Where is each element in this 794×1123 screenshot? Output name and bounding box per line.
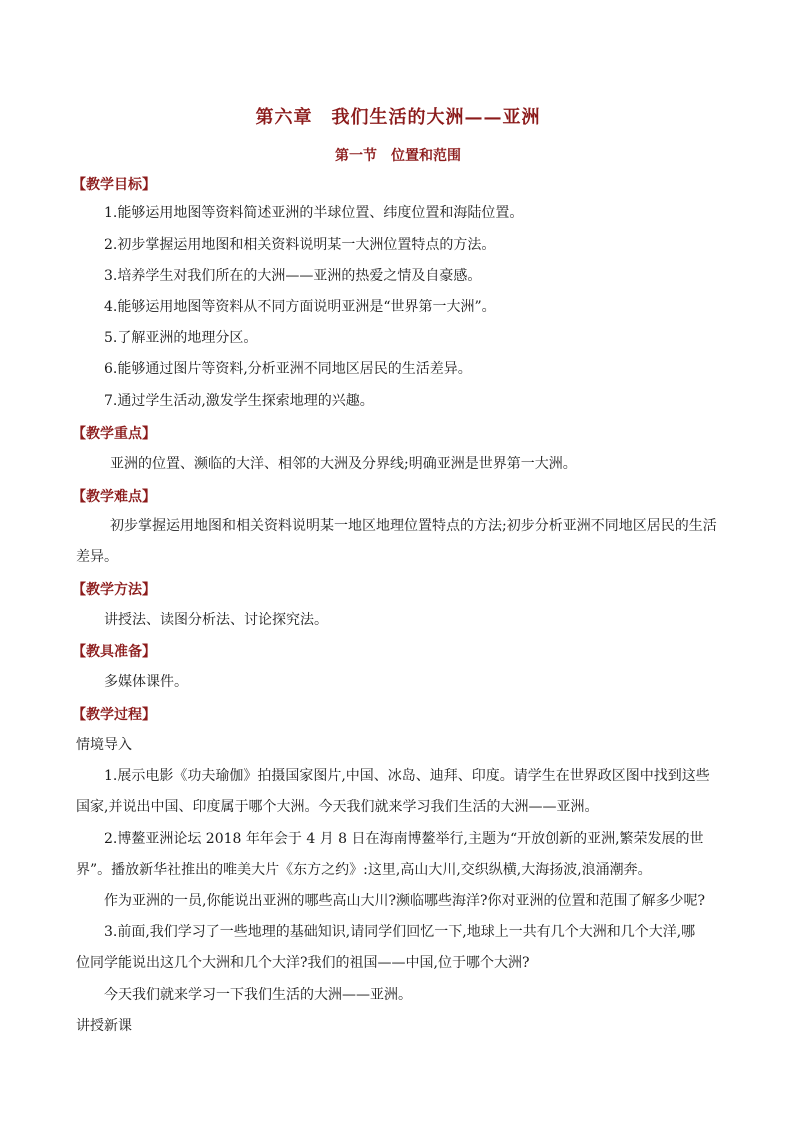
chapter-title: 第六章 我们生活的大洲——亚洲 bbox=[255, 107, 541, 128]
process-p5: 今天我们就来学习一下我们生活的大洲——亚洲。 bbox=[104, 987, 412, 1003]
process-heading: 【教学过程】 bbox=[72, 707, 156, 723]
goal-item-1: 1.能够运用地图等资料简述亚洲的半球位置、纬度位置和海陆位置。 bbox=[104, 205, 524, 221]
difficulties-heading: 【教学难点】 bbox=[72, 489, 156, 505]
process-p2-line1: 2.博鳌亚洲论坛 2018 年年会于 4 月 8 日在海南博鳌举行,主题为“开放创新的亚洲,繁荣发展的世 bbox=[104, 831, 704, 847]
goal-item-2: 2.初步掌握运用地图和相关资料说明某一大洲位置特点的方法。 bbox=[104, 237, 496, 253]
process-p1-line2: 国家,并说出中国、印度属于哪个大洲。今天我们就来学习我们生活的大洲——亚洲。 bbox=[76, 799, 599, 815]
difficulties-text-line1: 初步掌握运用地图和相关资料说明某一地区地理位置特点的方法;初步分析亚洲不同地区居民的生活 bbox=[110, 518, 717, 534]
key-points-text: 亚洲的位置、濒临的大洋、相邻的大洲及分界线;明确亚洲是世界第一大洲。 bbox=[110, 456, 577, 472]
process-p4-line1: 3.前面,我们学习了一些地理的基础知识,请同学们回忆一下,地球上一共有几个大洲和几个大洋,哪 bbox=[104, 924, 696, 940]
process-p2-line2: 界”。播放新华社推出的唯美大片《东方之约》:这里,高山大川,交织纵横,大海扬波,浪涌潮奔。 bbox=[76, 862, 652, 878]
key-points-heading: 【教学重点】 bbox=[72, 426, 156, 442]
goal-item-5: 5.了解亚洲的地理分区。 bbox=[104, 330, 258, 346]
methods-heading: 【教学方法】 bbox=[72, 582, 156, 598]
goal-item-3: 3.培养学生对我们所在的大洲——亚洲的热爱之情及自豪感。 bbox=[104, 268, 482, 284]
goal-item-7: 7.通过学生活动,激发学生探索地理的兴趣。 bbox=[104, 393, 374, 409]
goal-item-4: 4.能够运用地图等资料从不同方面说明亚洲是“世界第一大洲”。 bbox=[104, 299, 496, 315]
methods-text: 讲授法、读图分析法、讨论探究法。 bbox=[104, 612, 328, 628]
goal-item-6: 6.能够通过图片等资料,分析亚洲不同地区居民的生活差异。 bbox=[104, 361, 472, 377]
difficulties-text-line2: 差异。 bbox=[76, 549, 118, 565]
intro-label: 情境导入 bbox=[76, 737, 132, 753]
new-lesson-label: 讲授新课 bbox=[76, 1018, 132, 1034]
tools-heading: 【教具准备】 bbox=[72, 644, 156, 660]
process-p1-line1: 1.展示电影《功夫瑜伽》拍摄国家图片,中国、冰岛、迪拜、印度。请学生在世界政区图中找到这些 bbox=[104, 768, 710, 784]
process-p4-line2: 位同学能说出这几个大洲和几个大洋?我们的祖国——中国,位于哪个大洲? bbox=[76, 955, 530, 971]
goals-heading: 【教学目标】 bbox=[72, 177, 156, 193]
process-p3: 作为亚洲的一员,你能说出亚洲的哪些高山大川?濒临哪些海洋?你对亚洲的位置和范围了解多少呢? bbox=[104, 893, 705, 909]
section-title: 第一节 位置和范围 bbox=[335, 148, 461, 164]
tools-text: 多媒体课件。 bbox=[104, 674, 188, 690]
